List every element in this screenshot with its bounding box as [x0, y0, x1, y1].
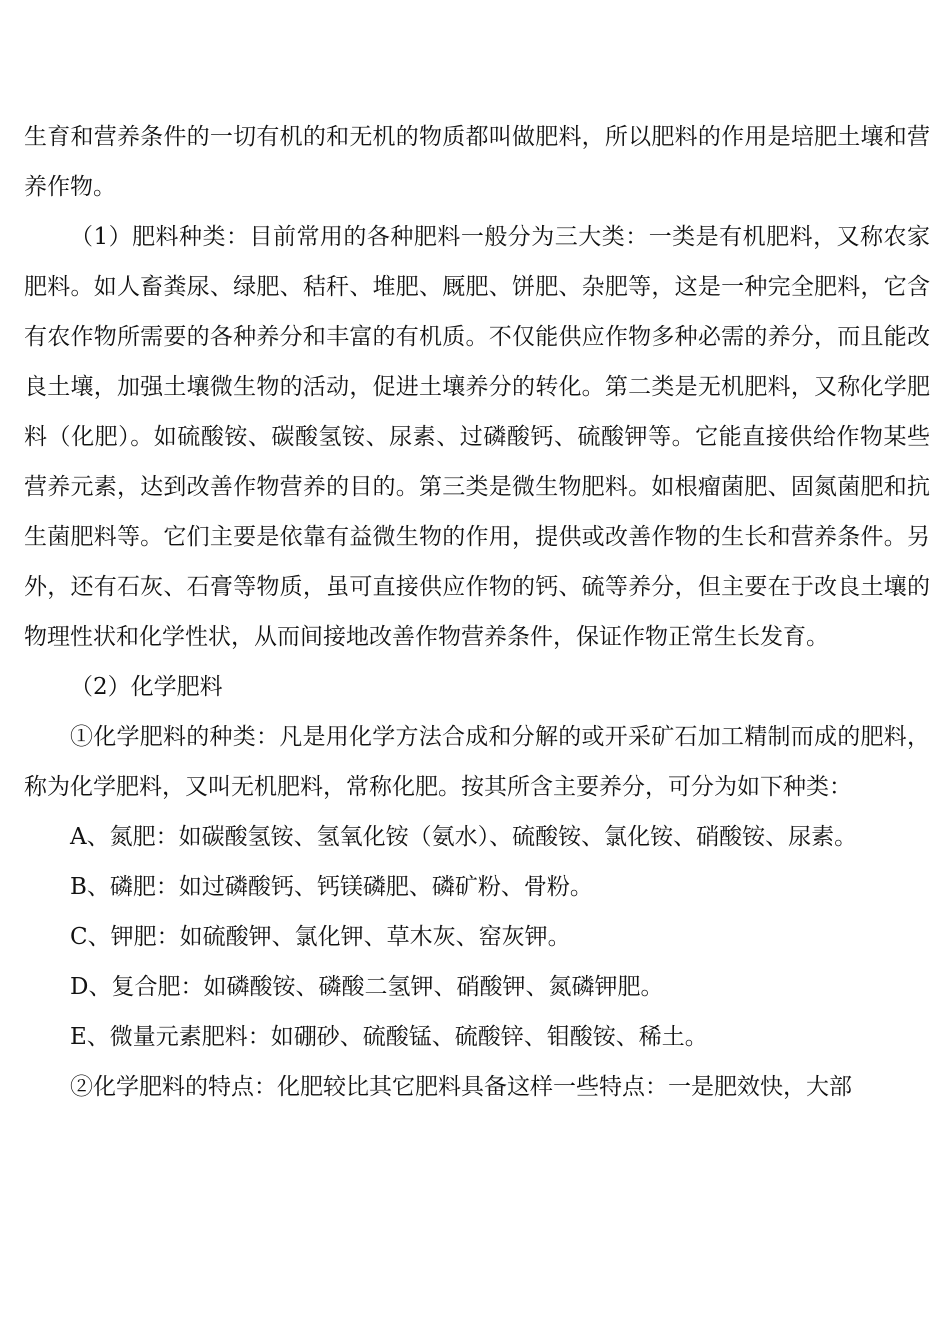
list-item-compound-fertilizer: D、复合肥：如磷酸铵、磷酸二氢钾、硝酸钾、氮磷钾肥。	[70, 974, 664, 1000]
list-item-trace-element-fertilizer: E、微量元素肥料：如硼砂、硫酸锰、硫酸锌、钼酸铵、稀土。	[70, 1024, 708, 1050]
list-item-phosphate-fertilizer: B、磷肥：如过磷酸钙、钙镁磷肥、磷矿粉、骨粉。	[70, 874, 593, 900]
section-heading-chemical-fertilizer: （2）化学肥料	[70, 674, 223, 700]
paragraph-chemical-fertilizer-kinds: ①化学肥料的种类：凡是用化学方法合成和分解的或开采矿石加工精制而成的肥料，称为化学肥料，又叫无机肥料，常称化肥。按其所含主要养分，可分为如下种类：	[24, 724, 930, 800]
list-item-potash-fertilizer: C、钾肥：如硫酸钾、氯化钾、草木灰、窑灰钾。	[70, 924, 571, 950]
document-page	[24, 112, 930, 1112]
paragraph-fertilizer-types: （1）肥料种类：目前常用的各种肥料一般分为三大类：一类是有机肥料，又称农家肥料。如人畜粪尿、绿肥、秸秆、堆肥、厩肥、饼肥、杂肥等，这是一种完全肥料，它含有农作物所需要的各种养分和丰富的有机质。不仅能供应作物多种必需的养分，而且能改良土壤，加强土壤微生物的活动，促进土壤养分的转化。第二类是无机肥料，又称化学肥料（化肥）。如硫酸铵、碳酸氢铵、尿素、过磷酸钙、硫酸钾等。它能直接供给作物某些营养元素，达到改善作物营养的目的。第三类是微生物肥料。如根瘤菌肥、固氮菌肥和抗生菌肥料等。它们主要是依靠有益微生物的作用，提供或改善作物的生长和营养条件。另外，还有石灰、石膏等物质，虽可直接供应作物的钙、硫等养分，但主要在于改良土壤的物理性状和化学性状，从而间接地改善作物营养条件，保证作物正常生长发育。	[24, 224, 930, 650]
list-item-nitrogen-fertilizer: A、氮肥：如碳酸氢铵、氢氧化铵（氨水）、硫酸铵、氯化铵、硝酸铵、尿素。	[70, 824, 858, 850]
paragraph-fertilizer-definition: 生育和营养条件的一切有机的和无机的物质都叫做肥料，所以肥料的作用是培肥土壤和营养作物。	[24, 124, 930, 200]
paragraph-chemical-fertilizer-features: ②化学肥料的特点：化肥较比其它肥料具备这样一些特点：一是肥效快，大部	[70, 1074, 852, 1100]
